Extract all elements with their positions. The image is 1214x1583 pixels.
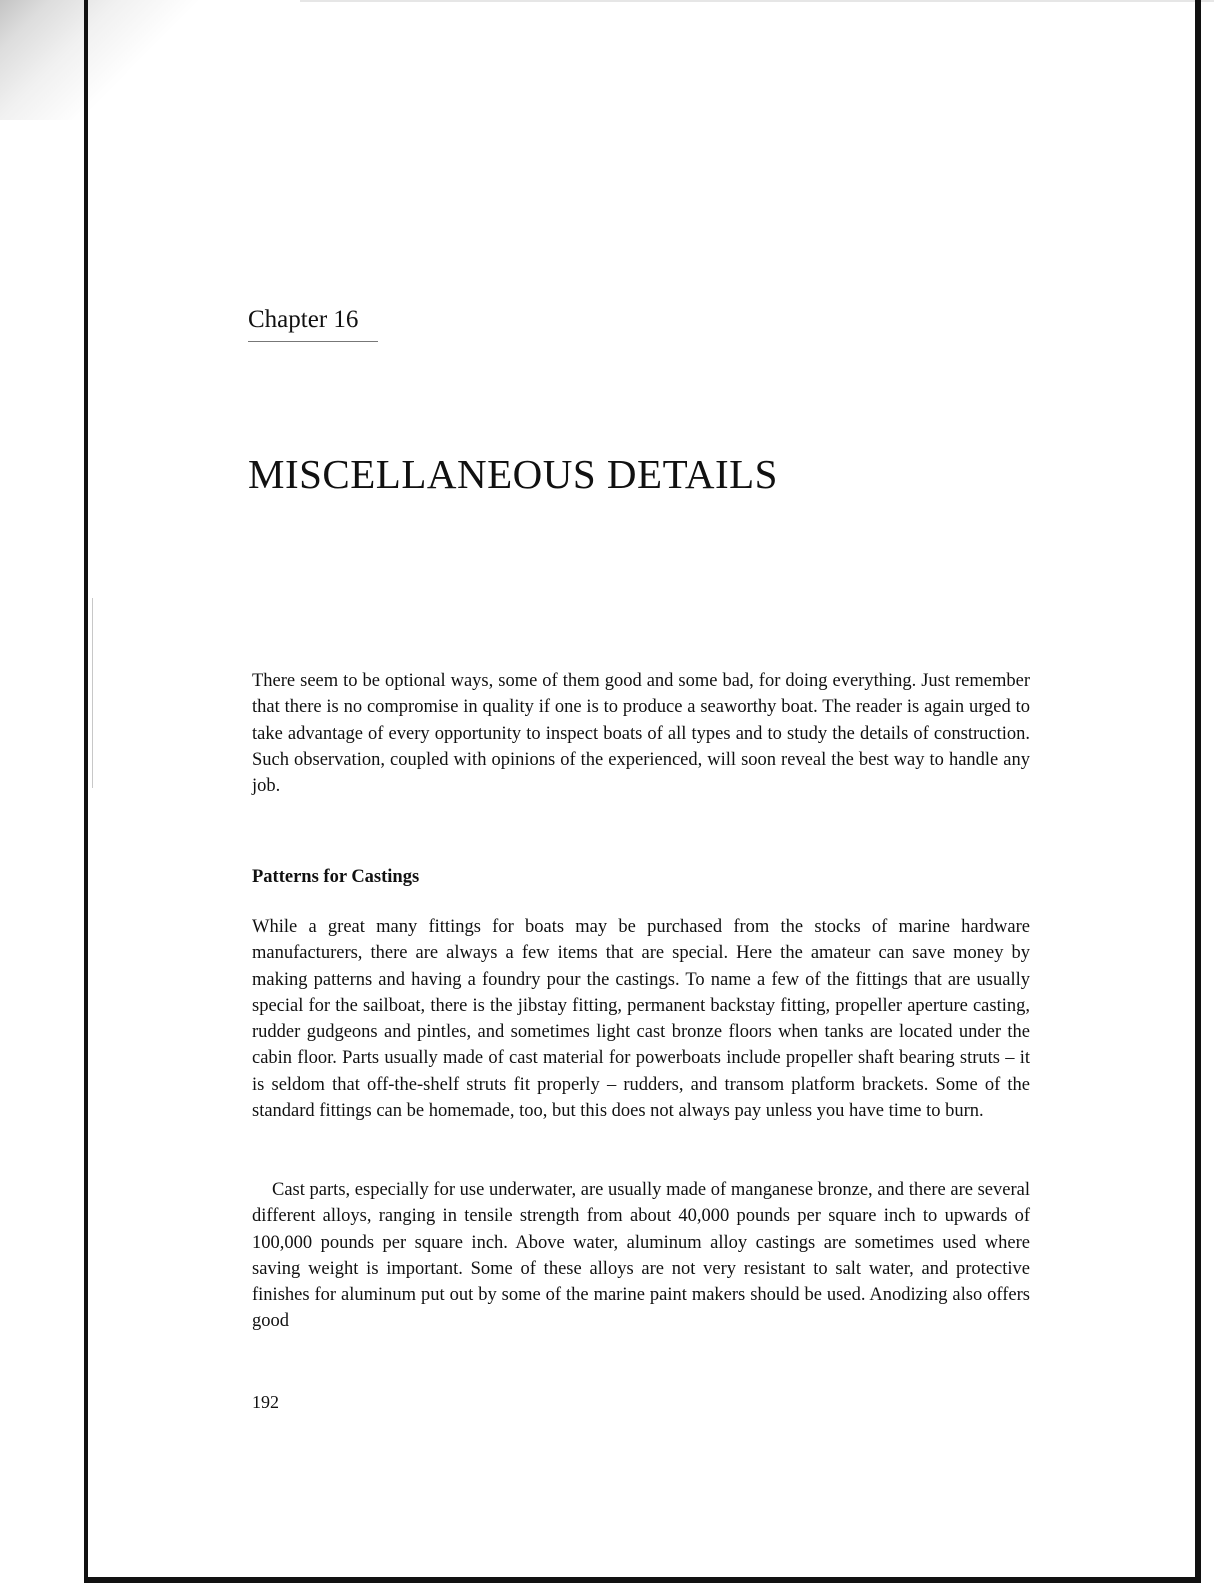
chapter-label: Chapter 16 bbox=[248, 305, 378, 342]
margin-mark bbox=[92, 598, 93, 788]
scan-border-bottom bbox=[84, 1577, 1201, 1583]
page-number: 192 bbox=[252, 1392, 279, 1412]
body-paragraph: Cast parts, especially for use underwater, are usually made of manganese bronze, and there are several different alloys, ranging in tensile strength from about 40,000 pounds per square inch to upwards of 100,000 pounds per square inch. Above water, aluminum alloy castings are sometimes used where saving weight is important. Some of these alloys are not very resistant to salt water, and protective finishes for aluminum put out by some of the marine paint makers should be used. Anodizing also offers good bbox=[252, 1180, 1030, 1332]
chapter-title: MISCELLANEOUS DETAILS bbox=[248, 451, 778, 497]
body-paragraph: While a great many fittings for boats may be purchased from the stocks of marine hardware manufacturers, there are always a few items that are special. Here the amateur can save money by making patterns and having a foundry pour the castings. To name a few of the fittings that are usually special for the sailboat, there is the jibstay fitting, permanent backstay fitting, propeller aperture casting, rudder gudgeons and pintles, and sometimes light cast bronze floors when tanks are located under the cabin floor. Parts usually made of cast material for powerboats include propeller shaft bearing struts – it is seldom that off-the-shelf struts fit properly – rudders, and transom platform brackets. Some of the standard fittings can be homemade, too, but this does not always pay unless you have time to burn. bbox=[252, 917, 1030, 1122]
scan-shading bbox=[0, 0, 300, 120]
scan-edge-top bbox=[300, 0, 1214, 2]
scan-border-left bbox=[84, 0, 88, 1583]
section-heading: Patterns for Castings bbox=[252, 867, 420, 887]
intro-paragraph: There seem to be optional ways, some of them good and some bad, for doing everything. Just remember that there is no compromise in quality if one is to produce a seaworthy boat. The reader is again urged to take advantage of every opportunity to inspect boats of all types and to study the details of construction. Such observation, coupled with opinions of the experienced, will soon reveal the best way to handle any job. bbox=[252, 671, 1030, 797]
scan-border-right bbox=[1195, 0, 1201, 1583]
